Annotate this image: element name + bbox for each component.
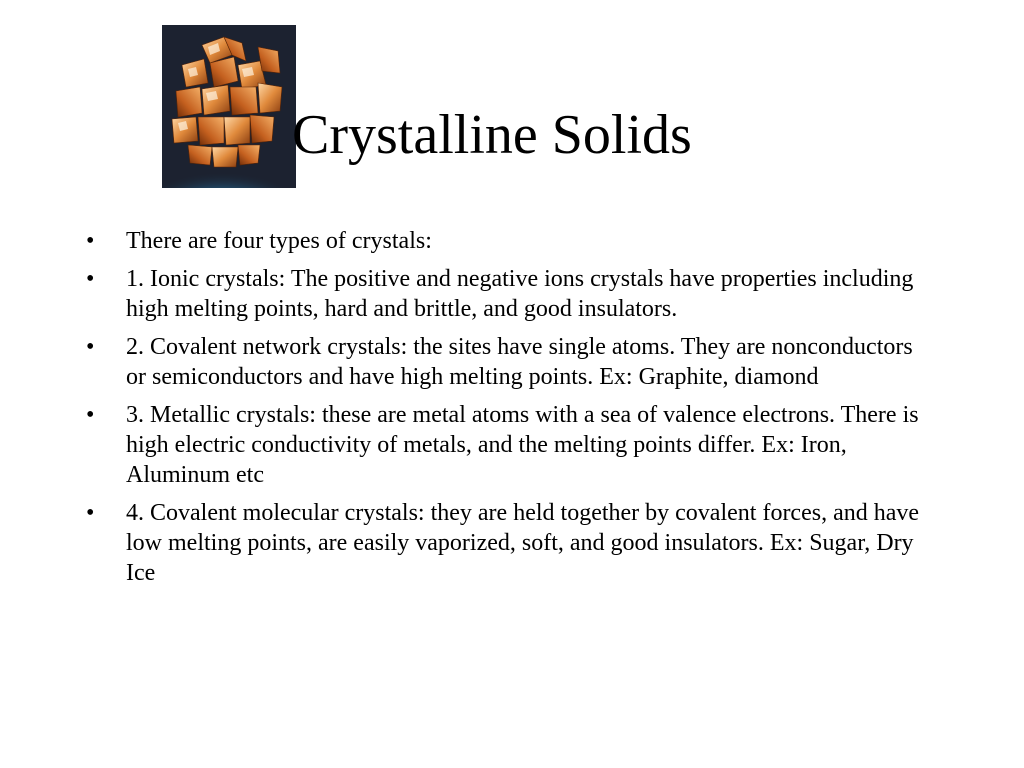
bullet-text: 4. Covalent molecular crystals: they are held together by covalent forces, and have low melting points, are easily vaporized, soft, and good insulators. Ex: Sugar, Dry Ice — [126, 500, 920, 586]
bullet-text: 1. Ionic crystals: The positive and negative ions crystals have properties including high melting points, hard and brittle, and good insulators. — [126, 266, 914, 322]
bullet-marker: • — [86, 266, 95, 292]
bullet-item — [84, 264, 924, 324]
bullet-text: 2. Covalent network crystals: the sites have single atoms. They are nonconductors or semiconductors and have high melting points. Ex: Graphite, diamond — [126, 334, 913, 390]
bullet-item — [84, 400, 924, 490]
crystal-photo-graphic — [162, 25, 296, 188]
bullet-list — [84, 226, 924, 596]
bullet-marker: • — [86, 500, 95, 526]
bullet-marker: • — [86, 228, 95, 254]
bullet-text: 3. Metallic crystals: these are metal atoms with a sea of valence electrons. There is high electric conductivity of metals, and the melting points differ. Ex: Iron, Aluminum etc — [126, 402, 919, 488]
bullet-marker: • — [86, 334, 95, 360]
slide-title: Crystalline Solids — [292, 104, 692, 166]
bullet-marker: • — [86, 402, 95, 428]
bullet-item — [84, 226, 924, 256]
bullet-item — [84, 332, 924, 392]
bullet-text: There are four types of crystals: — [126, 228, 432, 254]
bullet-item — [84, 498, 924, 588]
crystal-photo — [162, 25, 296, 188]
